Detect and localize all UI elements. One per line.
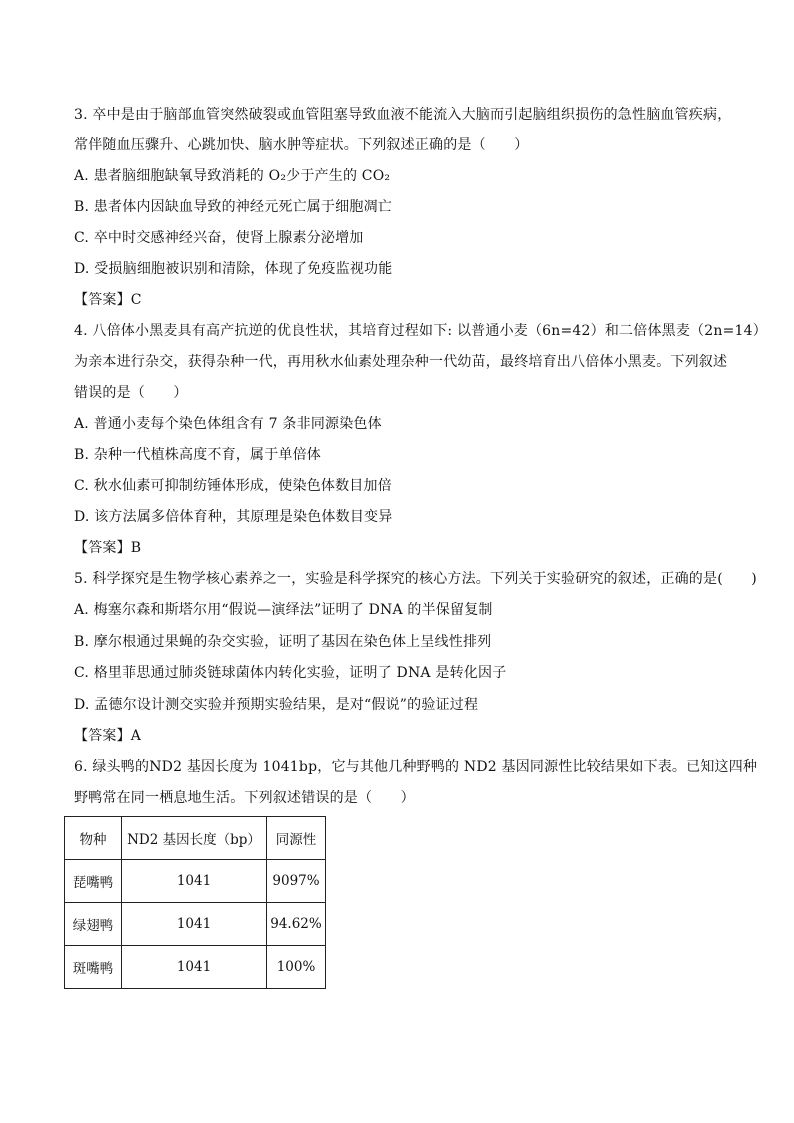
q4-stem-line3: 错误的是（ ） bbox=[74, 385, 188, 401]
cell-homology: 94.62% bbox=[267, 903, 326, 946]
q5-option-b: B. 摩尔根通过果蝇的杂交实验，证明了基因在染色体上呈线性排列 bbox=[74, 634, 492, 650]
q6-stem-line2: 野鸭常在同一栖息地生活。下列叙述错误的是（ ） bbox=[74, 790, 415, 806]
q4-answer: 【答案】B bbox=[74, 540, 142, 556]
cell-homology: 100% bbox=[267, 946, 326, 989]
cell-gene-length: 1041 bbox=[122, 946, 267, 989]
q3-answer: 【答案】C bbox=[74, 292, 142, 308]
table-header-row bbox=[65, 817, 326, 860]
table-row bbox=[65, 903, 326, 946]
cell-species: 斑嘴鸭 bbox=[65, 946, 122, 989]
homology-table bbox=[64, 816, 326, 989]
cell-species: 琵嘴鸭 bbox=[65, 860, 122, 903]
q6-stem-line1: 6. 绿头鸭的ND2 基因长度为 1041bp，它与其他几种野鸭的 ND2 基因同源性比较结果如下表。已知这四种 bbox=[74, 759, 758, 775]
cell-homology: 9097% bbox=[267, 860, 326, 903]
q4-option-a: A. 普通小麦每个染色体组含有 7 条非同源染色体 bbox=[74, 416, 382, 432]
q4-option-d: D. 该方法属多倍体育种，其原理是染色体数目变异 bbox=[74, 509, 393, 525]
q4-stem-line1: 4. 八倍体小黑麦具有高产抗逆的优良性状，其培育过程如下: 以普通小麦（6n=42）和二倍体黑麦（2n=14） bbox=[74, 323, 767, 339]
q3-option-b: B. 患者体内因缺血导致的神经元死亡属于细胞凋亡 bbox=[74, 199, 392, 215]
q3-option-d: D. 受损脑细胞被识别和清除，体现了免疫监视功能 bbox=[74, 261, 393, 277]
q4-stem-line2: 为亲本进行杂交，获得杂种一代，再用秋水仙素处理杂种一代幼苗，最终培育出八倍体小黑麦。下列叙述 bbox=[74, 354, 728, 370]
q5-option-a: A. 梅塞尔森和斯塔尔用“假说—演绎法”证明了 DNA 的半保留复制 bbox=[74, 602, 493, 618]
q5-option-c: C. 格里菲思通过肺炎链球菌体内转化实验，证明了 DNA 是转化因子 bbox=[74, 665, 507, 681]
cell-gene-length: 1041 bbox=[122, 903, 267, 946]
q4-option-b: B. 杂种一代植株高度不育，属于单倍体 bbox=[74, 447, 321, 463]
q5-option-d: D. 孟德尔设计测交实验并预期实验结果，是对“假说”的验证过程 bbox=[74, 697, 479, 713]
table-row bbox=[65, 860, 326, 903]
cell-gene-length: 1041 bbox=[122, 860, 267, 903]
q5-answer: 【答案】A bbox=[74, 728, 142, 744]
q3-stem-line2: 常伴随血压骤升、心跳加快、脑水肿等症状。下列叙述正确的是（ ） bbox=[74, 137, 529, 153]
q5-stem-line1: 5. 科学探究是生物学核心素养之一，实验是科学探究的核心方法。下列关于实验研究的叙述，正确的是( ) bbox=[74, 571, 757, 587]
cell-species: 绿翅鸭 bbox=[65, 903, 122, 946]
header-species: 物种 bbox=[65, 817, 122, 860]
header-gene-length: ND2 基因长度（bp） bbox=[122, 817, 267, 860]
q3-stem-line1: 3. 卒中是由于脑部血管突然破裂或血管阻塞导致血液不能流入大脑而引起脑组织损伤的急性脑血管疾病， bbox=[74, 107, 732, 123]
q3-option-c: C. 卒中时交感神经兴奋，使肾上腺素分泌增加 bbox=[74, 230, 364, 246]
table-row bbox=[65, 946, 326, 989]
q3-option-a: A. 患者脑细胞缺氧导致消耗的 O₂少于产生的 CO₂ bbox=[74, 168, 391, 184]
header-homology: 同源性 bbox=[267, 817, 326, 860]
q4-option-c: C. 秋水仙素可抑制纺锤体形成，使染色体数目加倍 bbox=[74, 478, 392, 494]
